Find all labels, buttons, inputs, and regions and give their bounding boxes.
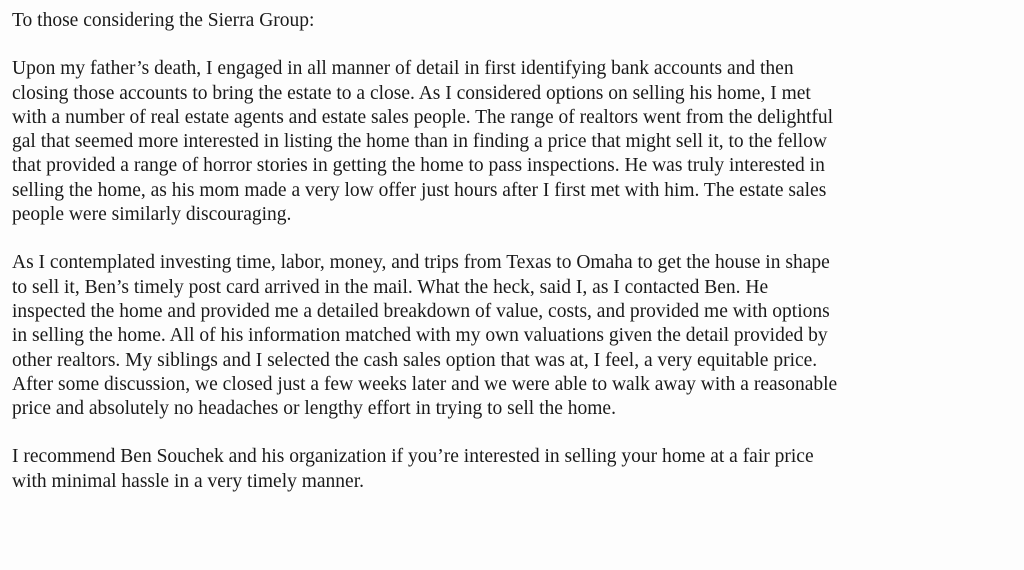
paragraph-line: I recommend Ben Souchek and his organization if you’re interested in selling your home at a fair price bbox=[12, 446, 814, 468]
paragraph-line: inspected the home and provided me a detailed breakdown of value, costs, and provided me with options bbox=[12, 300, 830, 322]
paragraph-line: Upon my father’s death, I engaged in all manner of detail in first identifying bank accounts and then bbox=[12, 58, 794, 80]
letter-paragraph-3 bbox=[12, 445, 1014, 494]
paragraph-line: with minimal hassle in a very timely manner. bbox=[12, 470, 365, 492]
paragraph-line: As I contemplated investing time, labor, money, and trips from Texas to Omaha to get the house in shape bbox=[12, 252, 830, 274]
paragraph-line: closing those accounts to bring the estate to a close. As I considered options on selling his home, I met bbox=[12, 82, 811, 104]
paragraph-line: that provided a range of horror stories in getting the home to pass inspections. He was truly interested in bbox=[12, 155, 825, 177]
paragraph-line: gal that seemed more interested in listing the home than in finding a price that might sell it, to the fellow bbox=[12, 131, 828, 153]
paragraph-line: in selling the home. All of his information matched with my own valuations given the detail provided by bbox=[12, 325, 828, 347]
paragraph-line: to sell it, Ben’s timely post card arrived in the mail. What the heck, said I, as I contacted Ben. He bbox=[12, 276, 769, 298]
paragraph-line: people were similarly discouraging. bbox=[12, 204, 292, 226]
letter-paragraph-1 bbox=[12, 57, 1014, 227]
letter-greeting: To those considering the Sierra Group: bbox=[12, 10, 315, 31]
letter-paragraph-2 bbox=[12, 251, 1014, 421]
paragraph-line: selling the home, as his mom made a very low offer just hours after I first met with him. The estate sales bbox=[12, 179, 827, 201]
paragraph-line: price and absolutely no headaches or lengthy effort in trying to sell the home. bbox=[12, 398, 616, 420]
paragraph-line: After some discussion, we closed just a few weeks later and we were able to walk away with a reasonable bbox=[12, 373, 838, 395]
paragraph-line: other realtors. My siblings and I selected the cash sales option that was at, I feel, a very equitable price. bbox=[12, 349, 818, 371]
paragraph-line: with a number of real estate agents and estate sales people. The range of realtors went from the delightful bbox=[12, 106, 834, 128]
